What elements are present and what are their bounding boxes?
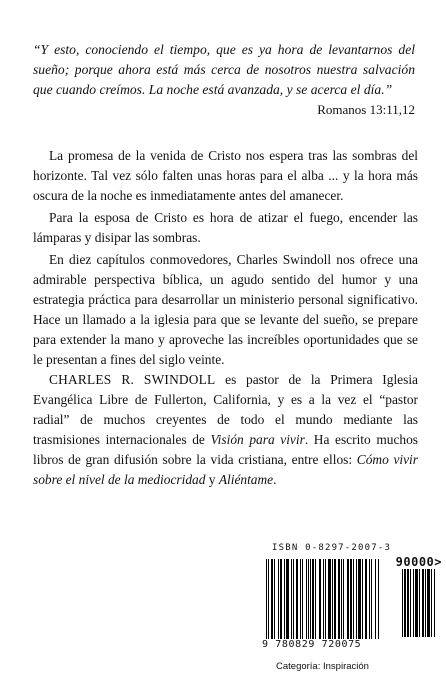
author-bio-paragraph bbox=[33, 370, 418, 490]
epigraph-reference: Romanos 13:11,12 bbox=[317, 102, 415, 117]
epigraph-quote: “Y esto, conociendo el tiempo, que es ya hora de levantarnos del sueño; porque ahora está más cerca de nosotros nuestra salvación que cuando creímos. La noche está avanzada, y se acerca el día.” bbox=[33, 42, 415, 97]
description-paragraph-3: En diez capítulos conmovedores, Charles Swindoll nos ofrece una admirable perspectiva bíblica, un agudo sentido del humor y una estrategia práctica para desarrollar un ministerio personal significativo. Hace un llamado a la iglesia para que se levante del sueño, se prepare para extender la mano y aproveche las increíbles oportunidades que se le presentan a fines del siglo veinte. bbox=[33, 252, 418, 367]
bio-text-4: . bbox=[273, 472, 277, 487]
barcode-block bbox=[262, 543, 442, 661]
category-label: Categoría: Inspiración bbox=[276, 661, 369, 672]
barcode-icon bbox=[266, 559, 400, 641]
bio-text-1: es pastor de la Primera Iglesia Evangélica Libre de Fullerton, California, y es a la vez el “pastor radial” de muchos creyentes de todo el mundo mediante las trasmisiones internacionales de bbox=[33, 372, 418, 447]
isbn-label: ISBN 0-8297-2007-3 bbox=[272, 543, 392, 553]
author-name: CHARLES R. SWINDOLL bbox=[49, 372, 216, 387]
bio-text-2: . Ha escrito muchos libros de gran difusión sobre la vida cristiana, entre ellos: bbox=[33, 432, 418, 467]
description-paragraph-2: Para la esposa de Cristo es hora de atizar el fuego, encender las lámparas y disipar las sombras. bbox=[33, 210, 418, 245]
barcode-digits: 9 780829 720075 bbox=[262, 639, 362, 650]
description-paragraph-1: La promesa de la venida de Cristo nos espera tras las sombras del horizonte. Tal vez sólo falten unas horas para el alba ... y la hora más oscura de la noche es inmediatamente antes del amanecer. bbox=[33, 148, 418, 203]
book-title-2: Aliéntame bbox=[218, 472, 274, 487]
description bbox=[33, 146, 418, 372]
program-title: Visión para vivir bbox=[210, 432, 305, 447]
price-addon-barcode-icon bbox=[402, 569, 438, 639]
bio-text-3: y bbox=[205, 472, 219, 487]
author-bio bbox=[33, 370, 418, 490]
price-code: 90000> bbox=[395, 555, 442, 569]
book-title-1: Cómo vivir sobre el nivel de la mediocridad bbox=[33, 452, 418, 487]
epigraph bbox=[33, 40, 415, 120]
